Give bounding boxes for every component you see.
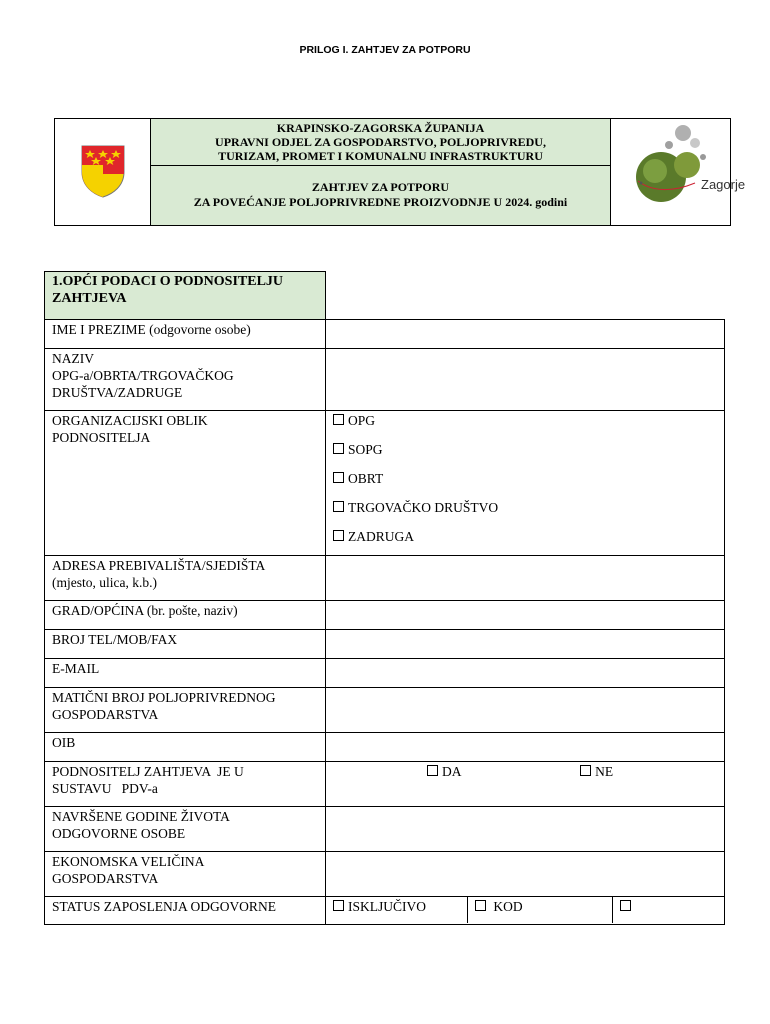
field-input-phone[interactable] xyxy=(326,630,725,659)
field-input-farm-id[interactable] xyxy=(326,688,725,733)
checkbox-icon[interactable] xyxy=(475,900,486,911)
field-label-entity-name xyxy=(45,349,326,411)
label-line: EKONOMSKA VELIČINA xyxy=(52,854,205,869)
applicant-form xyxy=(44,271,725,925)
label-line: MATIČNI BROJ POLJOPRIVREDNOG xyxy=(52,690,276,705)
option-label: ZADRUGA xyxy=(348,529,414,544)
label-line: SUSTAVU PDV-a xyxy=(52,781,158,796)
zagorje-logo-text: Zagorje xyxy=(701,177,746,192)
field-label-age xyxy=(45,807,326,852)
institution-line: KRAPINSKO-ZAGORSKA ŽUPANIJA xyxy=(276,121,485,135)
option-obrt[interactable] xyxy=(333,470,717,487)
field-input-name[interactable] xyxy=(326,320,725,349)
label-line: NAVRŠENE GODINE ŽIVOTA xyxy=(52,809,230,824)
field-label-vat xyxy=(45,762,326,807)
option-label: KOD xyxy=(493,899,523,914)
field-label-phone: BROJ TEL/MOB/FAX xyxy=(45,630,326,659)
label-line: PODNOSITELJA xyxy=(52,430,151,445)
institution-name xyxy=(151,119,610,166)
zagorje-hills-icon xyxy=(611,119,730,225)
checkbox-icon[interactable] xyxy=(333,900,344,911)
org-form-options xyxy=(326,411,725,556)
label-line: DRUŠTVA/ZADRUGE xyxy=(52,385,183,400)
label-line: ADRESA PREBIVALIŠTA/SJEDIŠTA xyxy=(52,558,266,573)
option-label: NE xyxy=(595,764,614,779)
checkbox-icon[interactable] xyxy=(333,501,344,512)
option-label: TRGOVAČKO DRUŠTVO xyxy=(348,500,499,515)
option-trgovacko-drustvo[interactable] xyxy=(333,499,717,516)
option-label: DA xyxy=(442,764,461,779)
section-title: 1.OPĆI PODACI O PODNOSITELJU ZAHTJEVA xyxy=(45,272,326,320)
table-row xyxy=(45,320,725,349)
table-row xyxy=(45,411,725,556)
table-row xyxy=(45,630,725,659)
zagorje-logo xyxy=(611,119,746,225)
label-line: (mjesto, ulica, k.b.) xyxy=(52,575,157,590)
county-crest-icon xyxy=(80,144,126,198)
label-line: ODGOVORNE OSOBE xyxy=(52,826,186,841)
institution-line: UPRAVNI ODJEL ZA GOSPODARSTVO, POLJOPRIVREDU, xyxy=(215,135,546,149)
label-line: OPG-a/OBRTA/TRGOVAČKOG xyxy=(52,368,234,383)
checkbox-icon[interactable] xyxy=(620,900,631,911)
field-label-farm-id xyxy=(45,688,326,733)
request-line: ZA POVEĆANJE POLJOPRIVREDNE PROIZVODNJE U 2024. godini xyxy=(193,195,568,209)
header-box xyxy=(54,118,746,226)
field-input-economic-size[interactable] xyxy=(326,852,725,897)
table-row xyxy=(45,601,725,630)
field-input-oib[interactable] xyxy=(326,733,725,762)
label-line: GOSPODARSTVA xyxy=(52,871,159,886)
field-label-city: GRAD/OPĆINA (br. pošte, naziv) xyxy=(45,601,326,630)
checkbox-icon[interactable] xyxy=(333,530,344,541)
header-title-block xyxy=(151,119,611,225)
table-row xyxy=(45,762,725,807)
label-line: GOSPODARSTVA xyxy=(52,707,159,722)
table-row xyxy=(45,349,725,411)
option-vat-no[interactable] xyxy=(580,764,613,779)
label-line: ORGANIZACIJSKI OBLIK xyxy=(52,413,208,428)
field-input-age[interactable] xyxy=(326,807,725,852)
institution-line: TURIZAM, PROMET I KOMUNALNU INFRASTRUKTURU xyxy=(218,149,543,163)
request-title xyxy=(151,166,610,225)
option-label: OPG xyxy=(348,413,376,428)
field-label-org-form xyxy=(45,411,326,556)
vat-options xyxy=(326,762,725,807)
table-row xyxy=(45,733,725,762)
option-kod[interactable] xyxy=(468,897,613,923)
table-row xyxy=(45,852,725,897)
table-row xyxy=(45,659,725,688)
option-label: ISKLJUČIVO xyxy=(348,899,427,914)
field-label-employment: STATUS ZAPOSLENJA ODGOVORNE xyxy=(45,897,326,925)
option-label: OBRT xyxy=(348,471,384,486)
checkbox-icon[interactable] xyxy=(333,414,344,425)
field-input-entity-name[interactable] xyxy=(326,349,725,411)
field-input-city[interactable] xyxy=(326,601,725,630)
field-label-economic-size xyxy=(45,852,326,897)
option-other[interactable] xyxy=(613,897,724,923)
table-row xyxy=(45,807,725,852)
field-label-address xyxy=(45,556,326,601)
field-input-address[interactable] xyxy=(326,556,725,601)
option-vat-yes[interactable] xyxy=(427,764,461,779)
label-line: NAZIV xyxy=(52,351,94,366)
field-label-email: E-MAIL xyxy=(45,659,326,688)
checkbox-icon[interactable] xyxy=(580,765,591,776)
table-row xyxy=(45,897,725,925)
crest-cell xyxy=(55,119,151,225)
employment-options xyxy=(326,897,725,925)
field-label-name: IME I PREZIME (odgovorne osobe) xyxy=(45,320,326,349)
section-blank xyxy=(326,272,725,320)
table-row xyxy=(45,688,725,733)
checkbox-icon[interactable] xyxy=(333,443,344,454)
option-sopg[interactable] xyxy=(333,441,717,458)
field-label-oib: OIB xyxy=(45,733,326,762)
option-iskljucivo[interactable] xyxy=(326,897,468,923)
checkbox-icon[interactable] xyxy=(427,765,438,776)
table-row xyxy=(45,556,725,601)
option-zadruga[interactable] xyxy=(333,528,717,545)
option-label: SOPG xyxy=(348,442,383,457)
request-line: ZAHTJEV ZA POTPORU xyxy=(311,180,450,194)
option-opg[interactable] xyxy=(333,412,717,429)
checkbox-icon[interactable] xyxy=(333,472,344,483)
field-input-email[interactable] xyxy=(326,659,725,688)
label-line: PODNOSITELJ ZAHTJEVA JE U xyxy=(52,764,244,779)
section-row xyxy=(45,272,725,320)
document-title: PRILOG I. ZAHTJEV ZA POTPORU xyxy=(299,44,471,56)
